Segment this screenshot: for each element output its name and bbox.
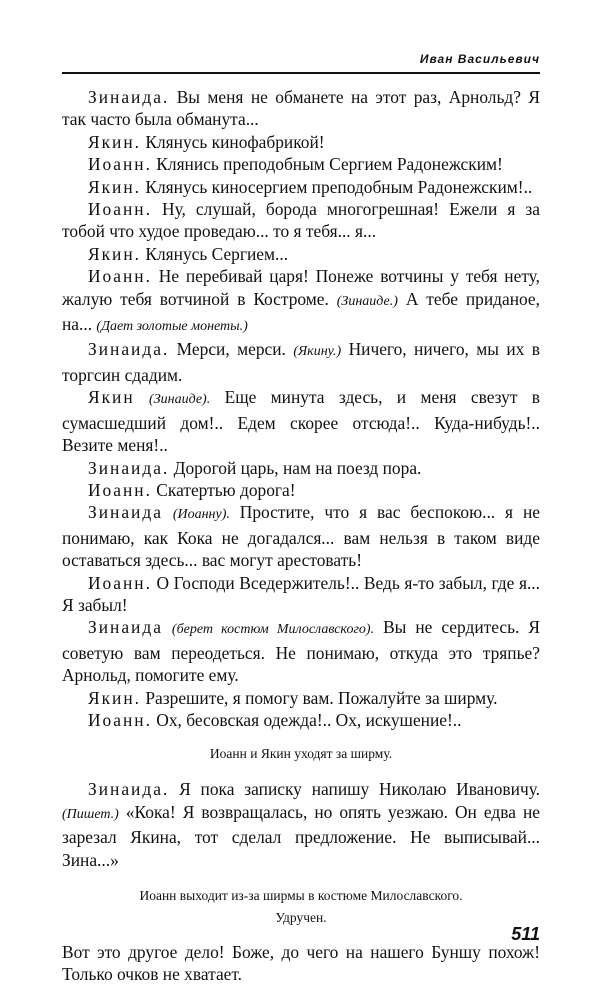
speaker: Якин [88,387,135,408]
speaker: Зинаида [88,502,163,523]
page-body [62,86,540,986]
dialogue-line: Якин. Разрешите, я помогу вам. Пожалуйте за ширму. [88,687,498,708]
stage-direction: (Иоанну). [172,507,230,523]
speaker: Иоанн. [88,154,152,175]
speaker: Зинаида. [88,779,170,800]
header-rule [62,72,540,74]
speaker: Якин. [88,687,142,708]
dialogue-line: Иоанн. Ох, бесовская одежда!.. Ох, искушение!.. [88,709,462,730]
speaker: Зинаида. [88,457,170,478]
page-number: 511 [511,924,540,944]
dialogue-line: Зинаида. Дорогой царь, нам на поезд пора. [88,457,422,478]
dialogue-line: Якин (Зинаиде). Еще минута здесь, и меня свезут в сумасшедший дом!.. Едем скорее отсюда!.. Куда-нибудь!.. Везите меня!.. [62,387,540,456]
dialogue-line: Зинаида. Я пока записку напишу Николаю Ивановичу. (Пишет.) «Кока! Я возвращалась, но опять уезжаю. Он едва не зарезал Якина, тот сделал предложение. Не выписывай... Зина...» [62,779,540,870]
closing-line: Вот это другое дело! Боже, до чего на нашего Буншу похож! Только очков не хватает. [62,942,540,985]
dialogue-line: Иоанн. Клянись преподобным Сергием Радонежским! [88,154,503,175]
dialogue-line: Иоанн. Не перебивай царя! Понеже вотчины у тебя нету, жалую тебя вотчиной в Костроме. (Зинаиде.) А тебе приданое, на... (Дает золотые монеты.) [62,266,540,335]
stage-direction: (берет костюм Милославского). [171,622,375,638]
stage-direction: (Зинаиде.) [336,293,398,309]
stage-direction: (Якину.) [293,344,342,360]
speaker: Иоанн. [88,572,152,593]
dialogue-line: Зинаида. Вы меня не обманете на этот раз, Арнольд? Я так часто была обманута... [62,87,540,130]
speaker: Зинаида. [88,339,170,360]
dialogue-line: Иоанн. Скатертью дорога! [88,479,296,500]
speaker: Иоанн. [88,199,152,220]
dialogue-line: Иоанн. Ну, слушай, борода многогрешная! Ежели я за тобой что худое проведаю... то я тебя... я... [62,199,540,242]
dialogue-line: Иоанн. О Господи Вседержитель!.. Ведь я-то забыл, где я... Я забыл! [62,572,540,615]
speaker: Иоанн. [88,479,152,500]
stage-direction: (Дает золотые монеты.) [96,319,248,335]
speaker: Якин. [88,131,142,152]
speaker: Иоанн. [88,266,152,287]
stage-direction: (Зинаиде). [149,392,211,408]
dialogue-line: Якин. Клянусь кинофабрикой! [88,131,325,152]
dialogue-line: Зинаида (берет костюм Милославского). Вы не сердитесь. Я советую вам переодеться. Не понимаю, откуда это тряпье? Арнольд, помогите ему. [62,617,540,686]
stage-note: Иоанн выходит из-за ширмы в костюме Милославского. Удручен. [139,888,463,925]
dialogue-line: Якин. Клянусь киносергием преподобным Радонежским!.. [88,176,533,197]
speaker: Якин. [88,176,142,197]
stage-direction: (Пишет.) [62,806,119,822]
running-header: Иван Васильевич [419,52,540,66]
speaker: Зинаида [88,617,163,638]
speaker: Якин. [88,243,142,264]
dialogue-line: Зинаида (Иоанну). Простите, что я вас беспокою... я не понимаю, как Кока не догадался... вам нельзя в таком виде оставаться здесь... вас могут арестовать! [62,502,540,571]
speaker: Зинаида. [88,87,170,107]
dialogue-line: Якин. Клянусь Сергием... [88,243,289,264]
stage-note: Иоанн и Якин уходят за ширму. [209,746,393,762]
dialogue-line: Зинаида. Мерси, мерси. (Якину.) Ничего, ничего, мы их в торгсин сдадим. [62,339,540,385]
speaker: Иоанн. [88,709,152,730]
